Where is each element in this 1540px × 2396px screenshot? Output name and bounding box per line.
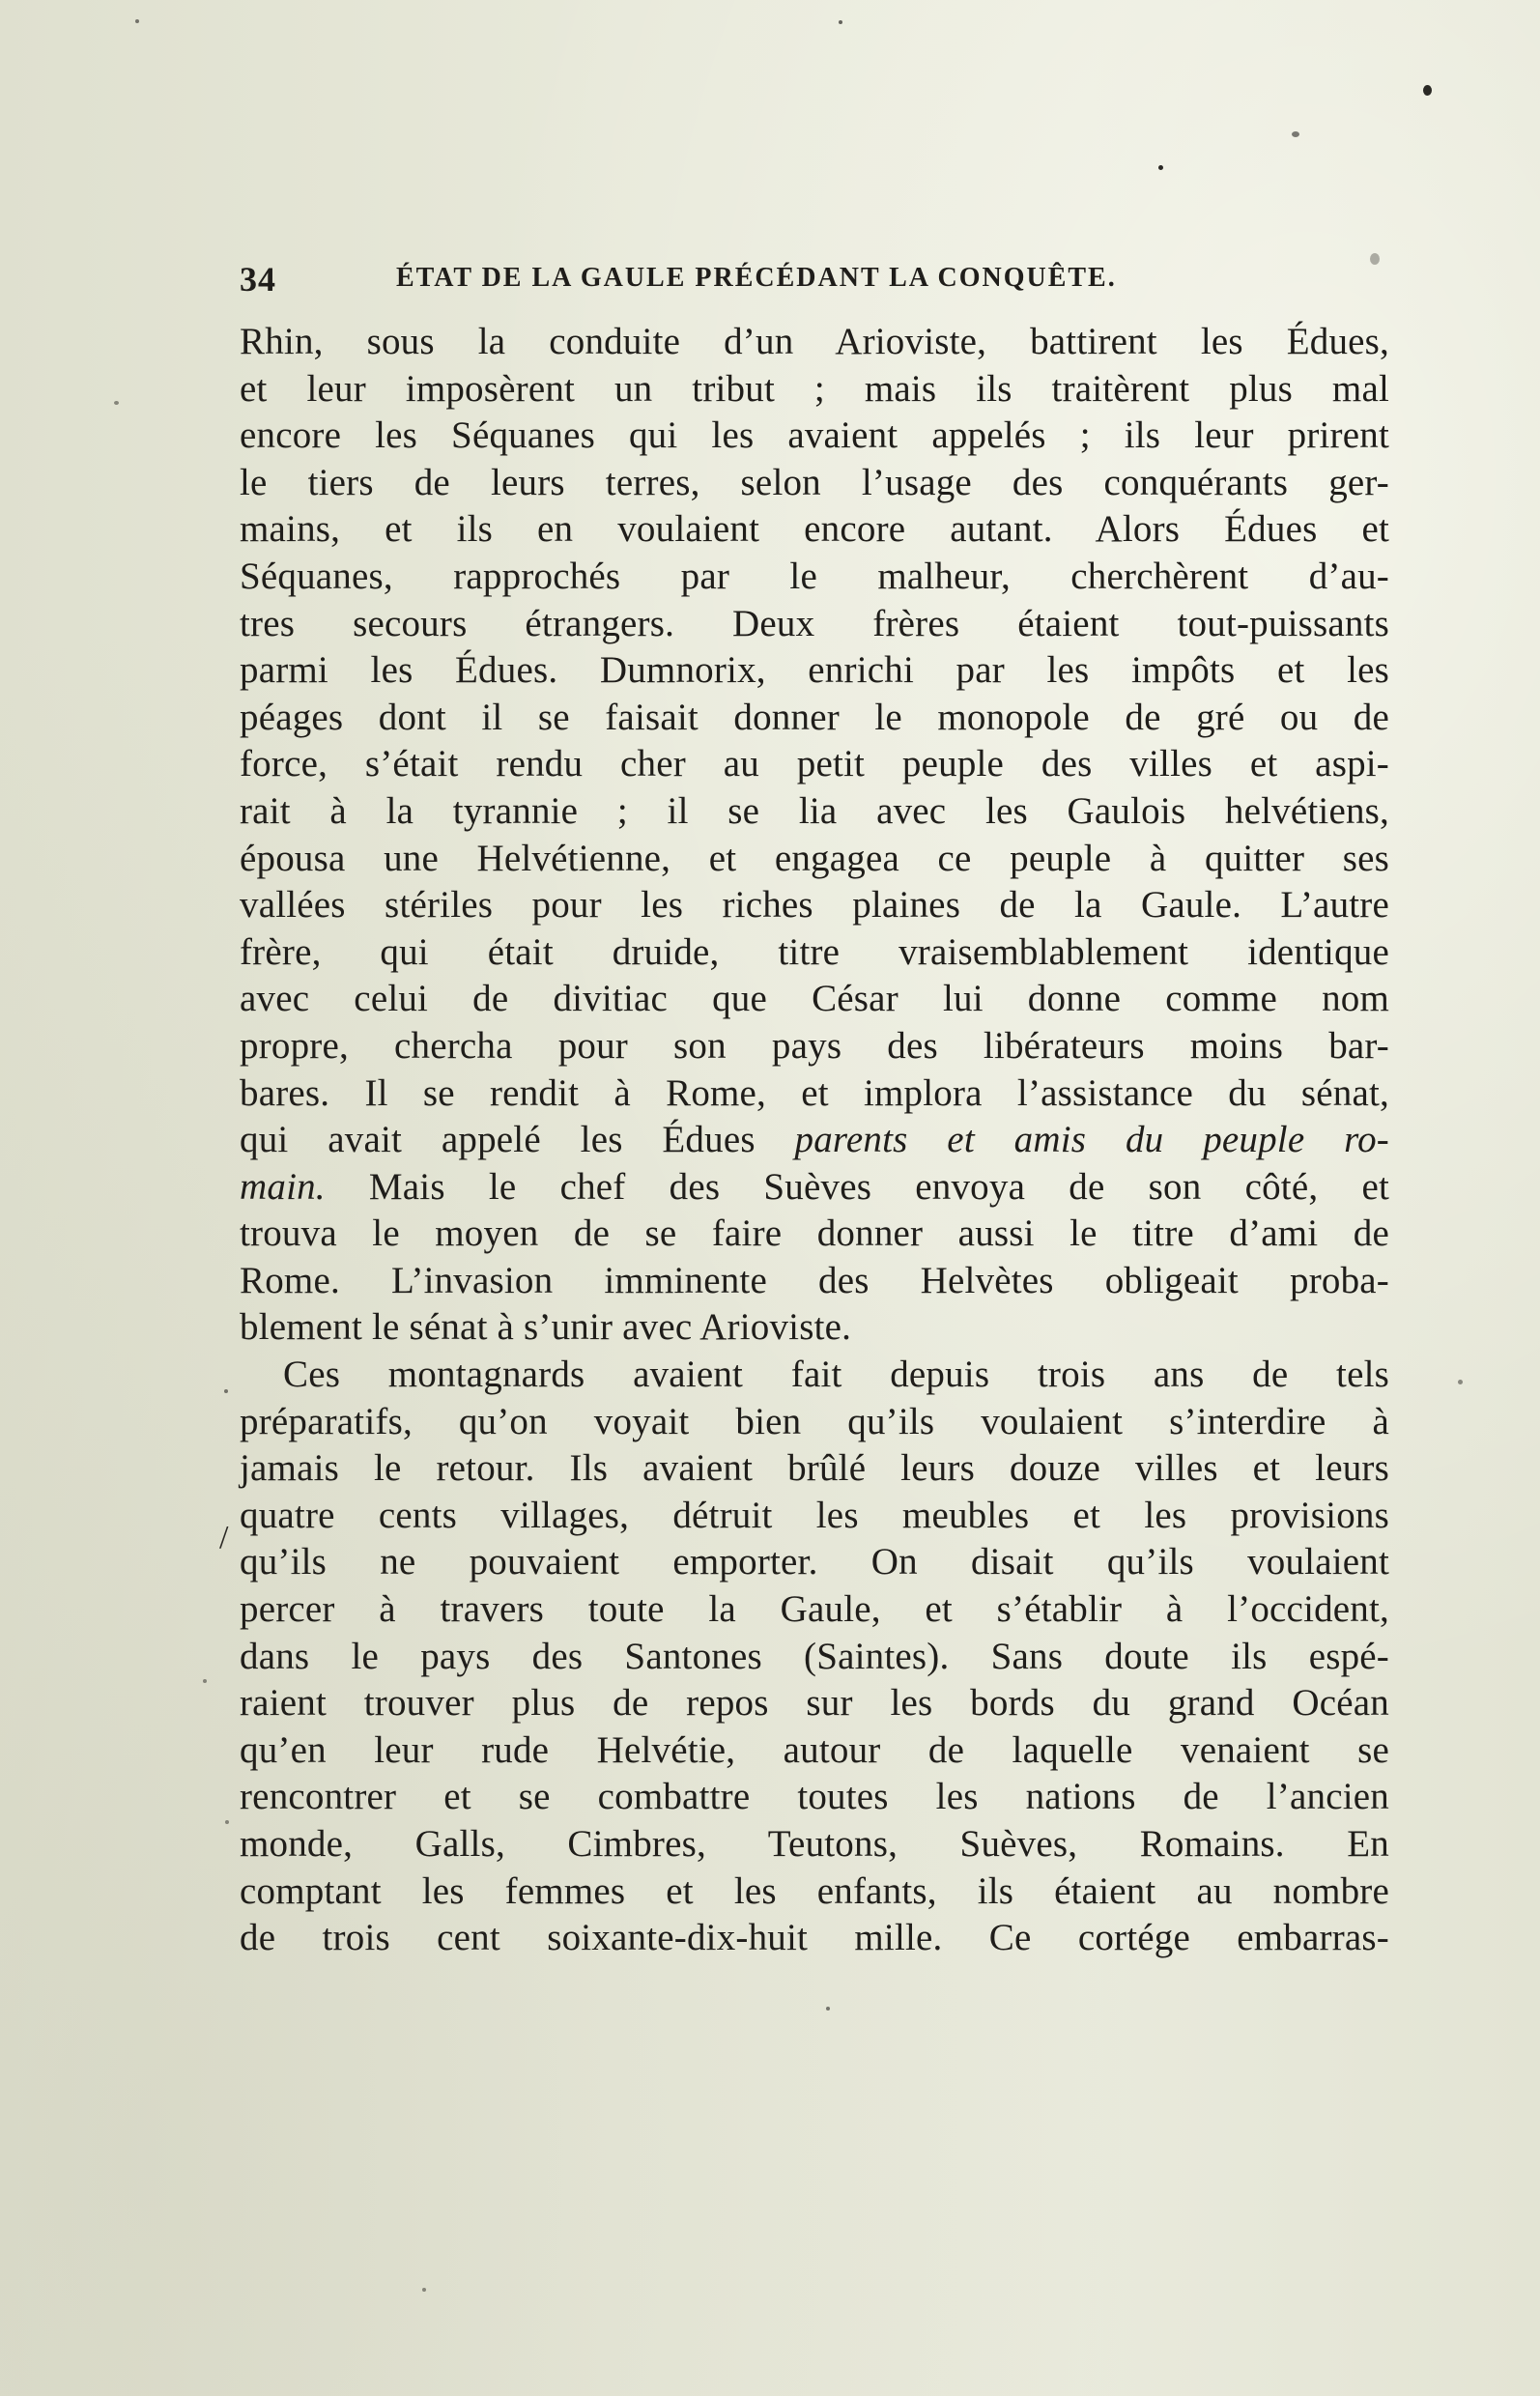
text-line: et leur imposèrent un tribut ; mais ils traitèrent plus mal [240, 367, 1389, 410]
text-line: Ces montagnards avaient fait depuis trois ans de tels [283, 1354, 1389, 1396]
text-line: vallées stériles pour les riches plaines de la Gaule. L’autre [240, 884, 1389, 927]
text-line: avec celui de divitiac que César lui donne comme nom [240, 978, 1389, 1020]
text-line: comptant les femmes et les enfants, ils étaient au nombre [240, 1869, 1389, 1912]
text-segment: qui avait appelé les Édues [240, 1119, 795, 1161]
text-line: rait à la tyrannie ; il se lia avec les Gaulois helvétiens, [240, 789, 1389, 832]
text-line: frère, qui était druide, titre vraisemblablement identique [240, 930, 1389, 973]
text-line: dans le pays des Santones (Saintes). Sans doute ils espé- [240, 1635, 1389, 1677]
margin-pencil-mark: / [219, 1520, 229, 1555]
text-line-with-italic [240, 1117, 1389, 1164]
ink-speck [203, 1679, 207, 1683]
text-line: le tiers de leurs terres, selon l’usage des conquérants ger- [240, 461, 1389, 503]
ink-speck [1458, 1380, 1463, 1384]
page-number: 34 [240, 260, 276, 299]
text-line: parmi les Édues. Dumnorix, enrichi par les impôts et les [240, 649, 1389, 692]
text-segment: Mais le chef des Suèves envoya de son côté, et [325, 1165, 1389, 1208]
ink-speck [224, 1389, 228, 1393]
ink-speck [839, 20, 842, 24]
ink-speck [135, 19, 139, 23]
text-line: tres secours étrangers. Deux frères étaient tout-puissants [240, 602, 1389, 644]
text-line: péages dont il se faisait donner le monopole de gré ou de [240, 696, 1389, 738]
ink-speck [1292, 131, 1299, 137]
text-line: épousa une Helvétienne, et engagea ce peuple à quitter ses [240, 837, 1389, 879]
text-line: de trois cent soixante-dix-huit mille. Ce cortége embarras- [240, 1917, 1389, 1959]
text-line-with-italic [240, 1164, 1389, 1212]
running-head [240, 259, 1220, 307]
text-line: jamais le retour. Ils avaient brûlé leurs douze villes et leurs [240, 1447, 1389, 1490]
text-line: monde, Galls, Cimbres, Teutons, Suèves, Romains. En [240, 1823, 1389, 1865]
text-line: qu’ils ne pouvaient emporter. On disait qu’ils voulaient [240, 1541, 1389, 1583]
text-line: propre, chercha pour son pays des libérateurs moins bar- [240, 1024, 1389, 1067]
ink-speck [1423, 85, 1432, 96]
italic-phrase: main. [240, 1165, 326, 1208]
text-line: rencontrer et se combattre toutes les nations de l’ancien [240, 1776, 1389, 1818]
text-line: raient trouver plus de repos sur les bords du grand Océan [240, 1682, 1389, 1725]
text-line: préparatifs, qu’on voyait bien qu’ils voulaient s’interdire à [240, 1400, 1389, 1442]
text-line: Rhin, sous la conduite d’un Arioviste, battirent les Édues, [240, 321, 1389, 362]
ink-speck [114, 401, 119, 405]
text-line: blement le sénat à s’unir avec Arioviste. [240, 1306, 852, 1349]
text-line: quatre cents villages, détruit les meubles et les provisions [240, 1494, 1389, 1536]
text-line: qu’en leur rude Helvétie, autour de laquelle venaient se [240, 1728, 1389, 1771]
text-line: force, s’était rendu cher au petit peuple des villes et aspi- [240, 743, 1389, 785]
text-line: Séquanes, rapprochés par le malheur, cherchèrent d’au- [240, 555, 1389, 597]
text-line: Rome. L’invasion imminente des Helvètes obligeait proba- [240, 1259, 1389, 1301]
ink-speck [1370, 253, 1380, 265]
text-line: encore les Séquanes qui les avaient appelés ; ils leur prirent [240, 414, 1389, 457]
paragraph-1 [240, 319, 1389, 1352]
ink-speck [826, 2007, 830, 2011]
text-line: percer à travers toute la Gaule, et s’établir à l’occident, [240, 1588, 1389, 1631]
italic-phrase: parents et amis du peuple ro- [794, 1119, 1389, 1161]
ink-speck [1158, 165, 1163, 170]
text-line: trouva le moyen de se faire donner aussi le titre d’ami de [240, 1212, 1389, 1255]
body-text [240, 319, 1389, 1962]
text-line: mains, et ils en voulaient encore autant. Alors Édues et [240, 508, 1389, 551]
paragraph-2 [240, 1352, 1389, 1962]
ink-speck [422, 2288, 426, 2292]
running-title: ÉTAT DE LA GAULE PRÉCÉDANT LA CONQUÊTE. [396, 263, 1117, 293]
ink-speck [225, 1820, 229, 1824]
text-line: bares. Il se rendit à Rome, et implora l’assistance du sénat, [240, 1071, 1389, 1114]
